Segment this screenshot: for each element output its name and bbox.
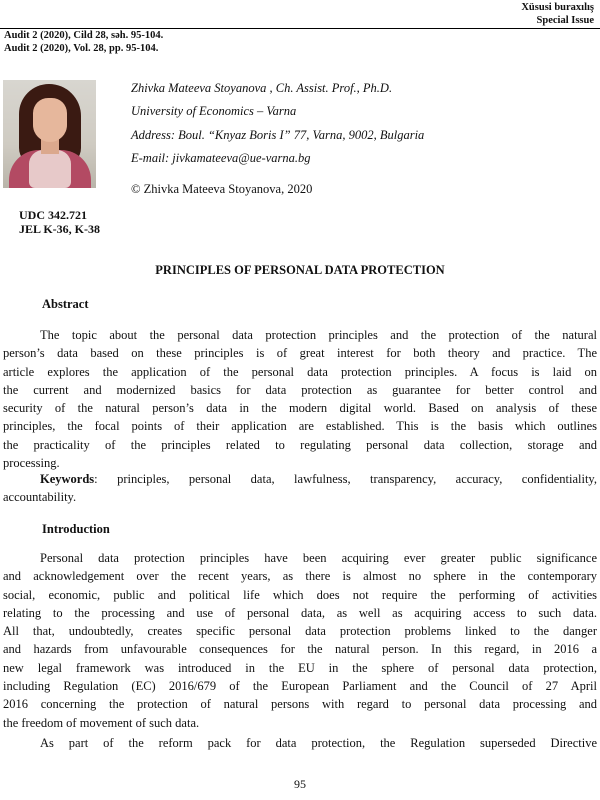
introduction-heading: Introduction: [42, 522, 110, 536]
abstract-line: processing.: [3, 456, 60, 471]
keywords-list: : principles, personal data, lawfulness, transparency, accuracy, confidentiality,: [94, 472, 597, 486]
jel-codes: JEL K-36, K-38: [19, 222, 101, 236]
abstract-heading: Abstract: [42, 297, 89, 311]
author-affiliation: University of Economics – Varna: [131, 104, 297, 118]
keywords-line: [3, 470, 597, 488]
issue-label-en: Special Issue: [536, 15, 594, 26]
next-paragraph: [3, 734, 597, 752]
copyright-line: © Zhivka Mateeva Stoyanova, 2020: [131, 182, 313, 196]
intro-line: and acknowledgement over the recent years, as there is almost no sphere in the contemporary: [3, 569, 597, 584]
intro-line: All that, undoubtedly, creates specific personal data protection problems linked to the danger: [3, 624, 597, 639]
author-photo: [3, 80, 96, 188]
abstract-line: article explores the application of the personal data protection principles. A focus is laid on: [3, 364, 597, 379]
author-name: Zhivka Mateeva Stoyanova , Ch. Assist. Prof., Ph.D.: [131, 81, 393, 95]
keywords-label: Keywords: [40, 472, 95, 486]
abstract-line: the practicality of the principles related to regulating personal data collection, storage and: [3, 437, 597, 452]
issue-label-az: Xüsusi buraxılış: [521, 2, 594, 13]
citation-en: Audit 2 (2020), Vol. 28, pp. 95-104.: [4, 43, 159, 54]
udc-code: UDC 342.721: [19, 208, 87, 222]
abstract-line: person’s data based on these principles is of great interest for both theory and practice. The: [3, 346, 597, 361]
abstract-line: principles, the focal points of their application are established. This is the basis which outlines: [3, 419, 597, 434]
intro-line: social, economic, public and political life which does not require the performing of activities: [3, 587, 597, 602]
intro-line: relating to the processing and use of personal data, as well as acquiring access to such data.: [3, 605, 597, 620]
intro-line: Personal data protection principles have been acquiring ever greater public significance: [40, 551, 597, 565]
author-email: E-mail: jivkamateeva@ue-varna.bg: [131, 151, 311, 165]
abstract-line: security of the natural person’s data in the modern digital world. Based on analysis of these: [3, 401, 597, 416]
next-paragraph-line: As part of the reform pack for data protection, the Regulation superseded Directive: [40, 736, 597, 750]
intro-line: including Regulation (EC) 2016/679 of the European Parliament and the Council of 27 April: [3, 679, 597, 694]
paper-title: PRINCIPLES OF PERSONAL DATA PROTECTION: [155, 263, 445, 277]
intro-line: new legal framework was introduced in the EU in the sphere of personal data protection,: [3, 660, 597, 675]
abstract-line: the current and modernized basics for data protection as guarantee for better control and: [3, 382, 597, 397]
abstract-body: [3, 326, 597, 472]
intro-line: the freedom of movement of such data.: [3, 715, 200, 730]
intro-line: 2016 concerning the protection of natural persons with regard to personal data processing and: [3, 697, 597, 712]
abstract-line: The topic about the personal data protection principles and the protection of the natural: [40, 328, 597, 342]
keywords: [3, 470, 597, 507]
keywords-line: accountability.: [3, 490, 77, 505]
page-number: 95: [294, 777, 306, 791]
citation-az: Audit 2 (2020), Cild 28, səh. 95-104.: [4, 30, 164, 41]
intro-line: and hazards from unfavourable consequences for the natural person. In this regard, in 2016 a: [3, 642, 597, 657]
author-address: Address: Boul. “Knyaz Boris I” 77, Varna, 9002, Bulgaria: [131, 128, 425, 142]
introduction-body: [3, 549, 597, 732]
